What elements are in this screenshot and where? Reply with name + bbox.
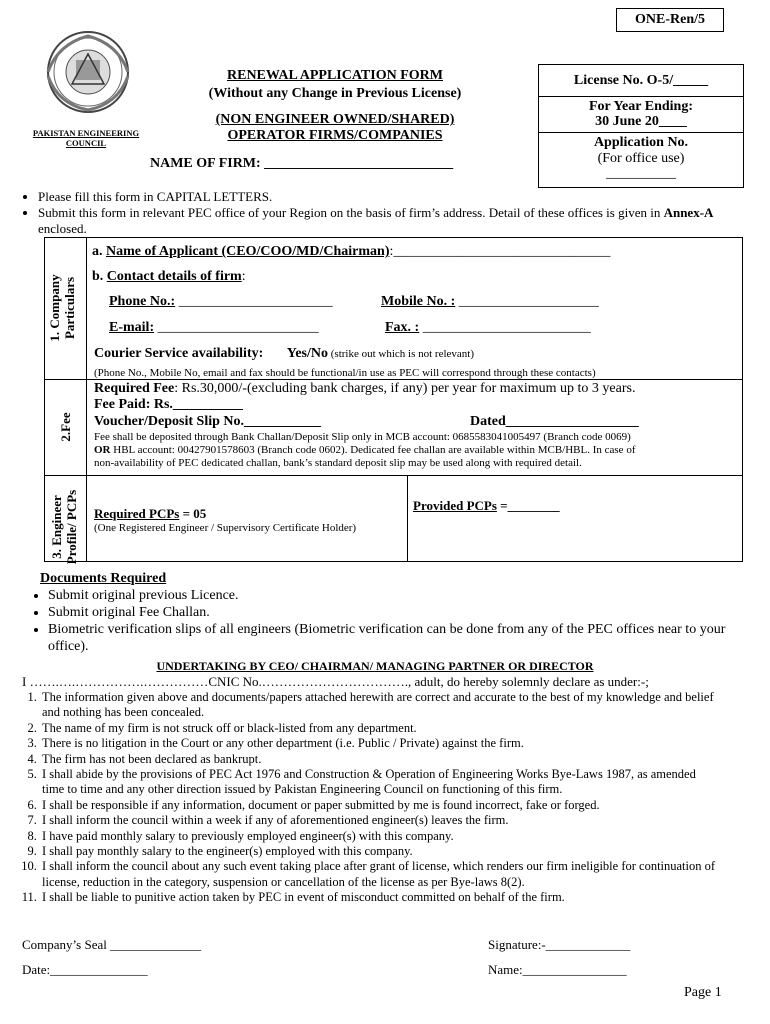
logo-caption <box>16 128 156 148</box>
documents-section <box>40 571 740 587</box>
instruction-item: • Submit this form in relevant PEC office of your Region on the basis of firm’s address. Detail of these offices is given in Annex-A enclosed. <box>38 205 730 237</box>
license-no[interactable]: License No. O-5/_____ <box>539 65 743 97</box>
form-code: ONE-Ren/5 <box>635 12 705 27</box>
logo-caption-line2: COUNCIL <box>65 138 107 148</box>
section2-label: 2.Fee <box>58 412 73 442</box>
undertaking-item: 6. I shall be responsible if any information, document or paper submitted by me is found incorrect, fake or forged. <box>40 798 720 813</box>
form-code-box <box>616 8 724 32</box>
document-item: • Submit original Fee Challan. <box>48 604 726 621</box>
undertaking-item: 4. The firm has not been declared as bankrupt. <box>40 752 720 767</box>
section3-label: 3. Engineer Profile/ PCPs <box>49 489 79 565</box>
mobile-field[interactable]: Mobile No. : ____________________ <box>381 294 599 309</box>
contact-details-heading: b. Contact details of firm: <box>92 269 246 284</box>
fee-note: Fee shall be deposited through Bank Challan/Deposit Slip only in MCB account: 0685583041005497 (Branch code 0069) OR HBL account: 00427901578603 (Branch code 0602). Dedicated fee challan are available within MCB/HBL. In case of non-availability of PEC dedicated challan, bank’s standard deposit slip may be used along with required detail. <box>94 431 636 469</box>
form-category-line2: OPERATOR FIRMS/COMPANIES <box>227 128 443 143</box>
license-box <box>538 64 744 188</box>
pec-logo <box>28 24 148 124</box>
section2-content <box>94 380 739 470</box>
applicant-name-field[interactable]: a. Name of Applicant (CEO/COO/MD/Chairman):_______________________________ <box>92 244 611 259</box>
firm-name-field[interactable] <box>150 156 453 172</box>
undertaking-intro[interactable]: I …….….…………….……………CNIC No.……………………………., adult, do hereby solemnly declare as under:-; <box>22 674 649 689</box>
email-field[interactable]: E-mail: _______________________ <box>109 320 319 335</box>
phone-field[interactable]: Phone No.: ______________________ <box>109 294 333 309</box>
undertaking-item: 9. I shall pay monthly salary to the engineer(s) employed with this company. <box>40 844 720 859</box>
documents-list <box>26 587 726 655</box>
courier-field[interactable]: Courier Service availability: Yes/No (strike out which is not relevant) <box>94 346 475 361</box>
undertaking-item: 2. The name of my firm is not struck off or black-listed from any department. <box>40 721 720 736</box>
required-pcps: Required PCPs = 05 (One Registered Engineer / Supervisory Certificate Holder) <box>94 506 357 534</box>
section1-content <box>92 244 737 379</box>
undertaking-item: 7. I shall inform the council within a week if any of aforementioned engineer(s) leaves the firm. <box>40 813 720 828</box>
documents-heading: Documents Required <box>40 571 167 586</box>
instructions <box>0 189 730 237</box>
contact-note: (Phone No., Mobile No, email and fax should be functional/in use as PEC will correspond through these contacts) <box>94 367 596 379</box>
year-ending-line1: For Year Ending: <box>589 99 693 114</box>
section1-label: 1. Company Particulars <box>47 274 77 342</box>
name-field[interactable]: Name:________________ <box>488 962 627 977</box>
undertaking-list <box>0 690 720 906</box>
instruction-item: • Please fill this form in CAPITAL LETTERS. <box>38 189 730 205</box>
undertaking-item: 11. I shall be liable to punitive action taken by PEC in event of misconduct committed on behalf of the firm. <box>40 890 720 905</box>
undertaking-heading: UNDERTAKING BY CEO/ CHAIRMAN/ MANAGING PARTNER OR DIRECTOR <box>156 659 594 673</box>
voucher-row <box>94 413 739 430</box>
required-fee: Required Fee: Rs.30,000/-(excluding bank charges, if any) per year for maximum up to 3 years. <box>94 381 636 396</box>
undertaking-item: 5. I shall abide by the provisions of PEC Act 1976 and Construction & Operation of Engineering Works Bye-Laws 1987, as amended time to time and any other direction issued by Pakistan Engineering Council on functioning of this firm. <box>40 767 720 798</box>
main-table <box>44 237 743 565</box>
undertaking-item: 1. The information given above and documents/papers attached herewith are correct and accurate to the best of my knowledge and belief and nothing has been concealed. <box>40 690 720 721</box>
provided-pcps-field[interactable]: Provided PCPs =________ <box>413 498 560 513</box>
page-number: Page 1 <box>684 985 722 1000</box>
undertaking-item: 10. I shall inform the council about any such event taking place after grant of license, which renders our firm ineligible for continuation of license, reduction in the category, suspension or cancellation of the license as per Bye-laws 8(2). <box>40 859 720 890</box>
app-no-line2: (For office use) <box>597 151 685 166</box>
pec-seal-icon <box>28 24 148 124</box>
app-no-line1: Application No. <box>593 135 689 150</box>
document-item: • Biometric verification slips of all engineers (Biometric verification can be done from any of the PEC offices near to your office). <box>48 621 726 655</box>
firm-name-label: NAME OF FIRM: ___________________________ <box>150 156 454 171</box>
fee-paid-field[interactable]: Fee Paid: Rs.__________ <box>94 397 243 412</box>
document-item: • Submit original previous Licence. <box>48 587 726 604</box>
form-header <box>160 67 510 143</box>
voucher-field[interactable]: Voucher/Deposit Slip No.___________ <box>94 414 322 429</box>
dated-field[interactable]: Dated___________________ <box>470 414 639 429</box>
logo-caption-line1: PAKISTAN ENGINEERING <box>32 128 140 138</box>
company-seal-field[interactable]: Company’s Seal ______________ <box>22 937 202 952</box>
form-subtitle: (Without any Change in Previous License) <box>208 86 462 101</box>
date-field[interactable]: Date:_______________ <box>22 962 148 977</box>
undertaking-item: 3. There is no litigation in the Court or any other department (i.e. Public / Private) against the firm. <box>40 736 720 751</box>
fax-field[interactable]: Fax. : ________________________ <box>385 320 591 335</box>
signature-field[interactable]: Signature:-_____________ <box>488 937 631 952</box>
form-title: RENEWAL APPLICATION FORM <box>227 68 443 83</box>
year-ending-line2[interactable]: 30 June 20____ <box>539 115 743 133</box>
undertaking-item: 8. I have paid monthly salary to previously employed engineer(s) with this company. <box>40 829 720 844</box>
app-no-line3[interactable]: __________ <box>606 166 676 181</box>
form-category-line1: (NON ENGINEER OWNED/SHARED) <box>215 112 455 127</box>
